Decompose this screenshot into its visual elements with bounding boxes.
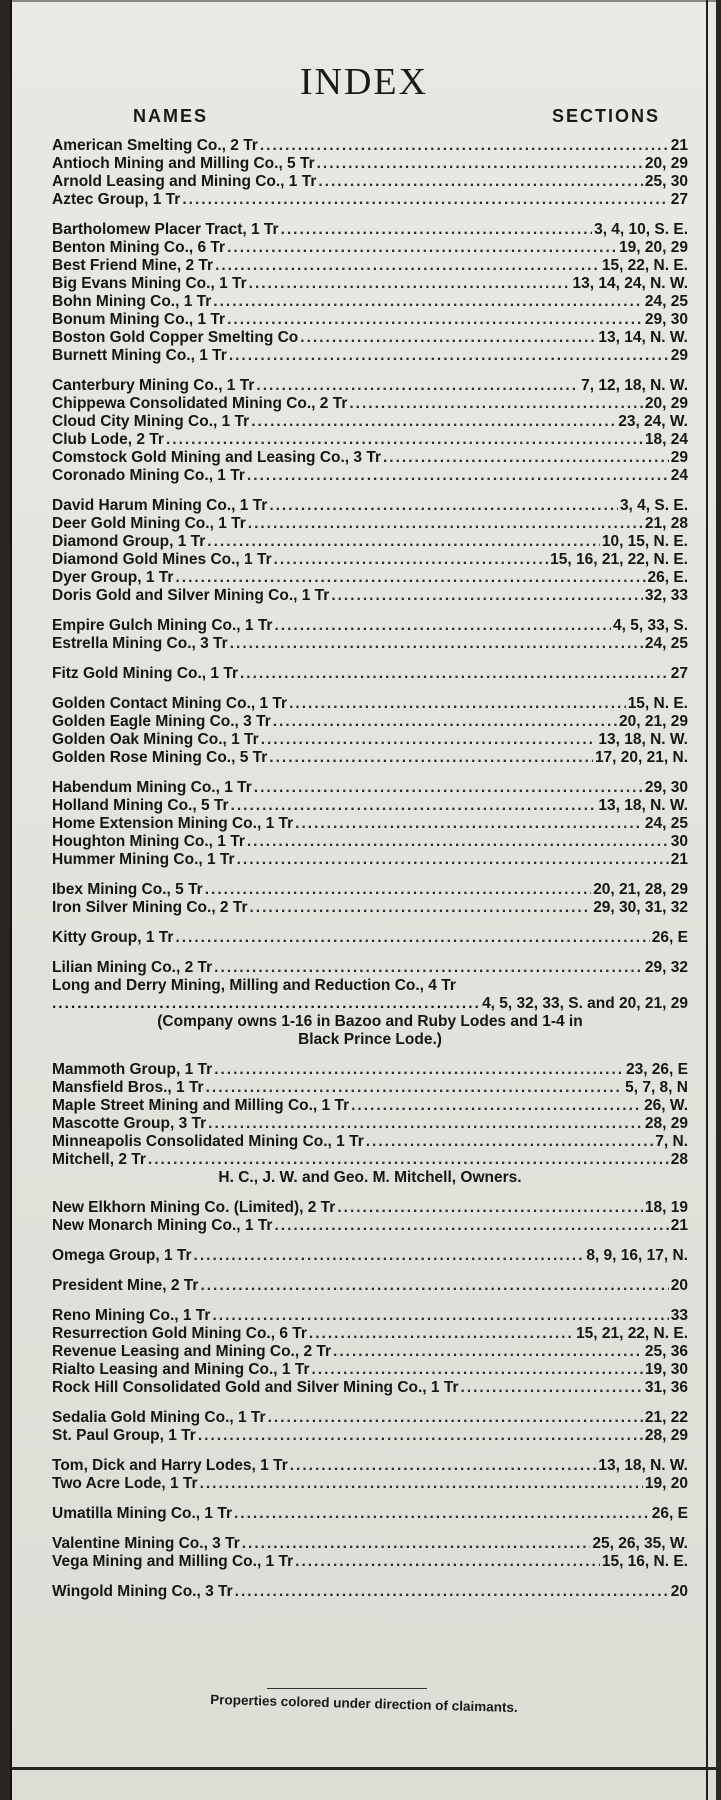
index-entry xyxy=(52,533,688,551)
index-entry xyxy=(52,1199,688,1217)
entry-name: Lilian Mining Co., 2 Tr xyxy=(52,959,213,976)
leader-dots xyxy=(290,1457,597,1475)
leader-dots xyxy=(461,1379,643,1397)
leader-dots xyxy=(207,533,600,551)
index-entry xyxy=(52,569,688,587)
index-entry xyxy=(52,347,688,365)
entry-name: Bonum Mining Co., 1 Tr xyxy=(52,311,226,328)
entry-name: Cloud City Mining Co., 1 Tr xyxy=(52,413,250,430)
entry-sections: 24, 25 xyxy=(644,815,688,832)
leader-dots xyxy=(351,1097,642,1115)
entry-name: Best Friend Mine, 2 Tr xyxy=(52,257,214,274)
index-entry xyxy=(52,155,688,173)
leader-dots xyxy=(333,1343,643,1361)
index-entry xyxy=(52,257,688,275)
leader-dots xyxy=(235,1583,669,1601)
leader-dots xyxy=(269,749,593,767)
index-entry xyxy=(52,713,688,731)
index-entry xyxy=(52,467,688,485)
leader-dots xyxy=(269,497,618,515)
entry-name: Aztec Group, 1 Tr xyxy=(52,191,181,208)
entry-sections: 7, N. xyxy=(655,1133,688,1150)
index-entry xyxy=(52,881,688,899)
entry-sections: 32, 33 xyxy=(644,587,688,604)
entry-sections: 20 xyxy=(670,1277,688,1294)
entry-name: Dyer Group, 1 Tr xyxy=(52,569,174,586)
leader-dots xyxy=(295,815,643,833)
entry-name: Houghton Mining Co., 1 Tr xyxy=(52,833,245,850)
leader-dots xyxy=(247,467,669,485)
index-entry xyxy=(52,1061,688,1079)
leader-dots xyxy=(366,1133,654,1151)
entry-name: Rialto Leasing and Mining Co., 1 Tr xyxy=(52,1361,310,1378)
index-entry xyxy=(52,1325,688,1343)
entry-name: Chippewa Consolidated Mining Co., 2 Tr xyxy=(52,395,348,412)
entry-name: Omega Group, 1 Tr xyxy=(52,1247,192,1264)
index-entry xyxy=(52,239,688,257)
leader-dots xyxy=(317,155,643,173)
entry-sections: 19, 20 xyxy=(644,1475,688,1492)
entry-sections: 20 xyxy=(670,1583,688,1600)
entry-name: Empire Gulch Mining Co., 1 Tr xyxy=(52,617,273,634)
entry-name: Burnett Mining Co., 1 Tr xyxy=(52,347,227,364)
leader-dots xyxy=(273,713,617,731)
index-entry xyxy=(52,551,688,569)
leader-dots xyxy=(295,1553,600,1571)
leader-dots xyxy=(200,1475,643,1493)
leader-dots xyxy=(274,1217,668,1235)
entry-name: New Elkhorn Mining Co. (Limited), 2 Tr xyxy=(52,1199,336,1216)
entry-sections: 20, 21, 28, 29 xyxy=(593,881,688,898)
leader-dots xyxy=(274,551,549,569)
entry-sections: 21, 28 xyxy=(644,515,688,532)
entry-name: Golden Rose Mining Co., 5 Tr xyxy=(52,749,268,766)
leader-dots xyxy=(213,293,643,311)
index-entry xyxy=(52,833,688,851)
entry-sections: 31, 36 xyxy=(644,1379,688,1396)
index-entry xyxy=(52,587,688,605)
leader-dots xyxy=(212,1307,668,1325)
leader-dots xyxy=(337,1199,643,1217)
entry-name: Estrella Mining Co., 3 Tr xyxy=(52,635,228,652)
entry-sections: 13, 18, N. W. xyxy=(598,797,688,814)
owners-note: H. C., J. W. and Geo. M. Mitchell, Owners. xyxy=(218,1169,522,1186)
entry-name: Mitchell, 2 Tr xyxy=(52,1151,146,1168)
letter-group xyxy=(52,221,688,365)
leader-dots xyxy=(309,1325,574,1343)
entry-sections: 29, 32 xyxy=(644,959,688,976)
entry-name: Valentine Mining Co., 3 Tr xyxy=(52,1535,240,1552)
entry-name: Sedalia Gold Mining Co., 1 Tr xyxy=(52,1409,266,1426)
entry-name: Tom, Dick and Harry Lodes, 1 Tr xyxy=(52,1457,288,1474)
leader-dots xyxy=(256,377,579,395)
leader-dots xyxy=(318,173,643,191)
leader-dots xyxy=(227,239,617,257)
leader-dots xyxy=(194,1247,585,1265)
entry-sections: 21, 22 xyxy=(644,1409,688,1426)
entry-sections: 29 xyxy=(670,449,688,466)
entry-sections: 15, N. E. xyxy=(627,695,688,712)
leader-dots xyxy=(248,515,643,533)
footer-rule xyxy=(267,1688,427,1689)
index-entry xyxy=(52,797,688,815)
entry-name: Deer Gold Mining Co., 1 Tr xyxy=(52,515,246,532)
leader-dots xyxy=(268,1409,643,1427)
entry-name: Fitz Gold Mining Co., 1 Tr xyxy=(52,665,238,682)
index-entry xyxy=(52,1217,688,1235)
leader-dots xyxy=(200,1277,668,1295)
entry-name: Arnold Leasing and Mining Co., 1 Tr xyxy=(52,173,317,190)
entry-name: Revenue Leasing and Mining Co., 2 Tr xyxy=(52,1343,332,1360)
letter-group xyxy=(52,779,688,869)
leader-dots xyxy=(312,1361,643,1379)
entry-sections: 15, 16, N. E. xyxy=(601,1553,688,1570)
leader-dots xyxy=(148,1151,669,1169)
letter-group xyxy=(52,695,688,767)
leader-dots xyxy=(242,1535,591,1553)
letter-group xyxy=(52,1583,688,1601)
entry-sections: 29, 30 xyxy=(644,311,688,328)
entry-name: Ibex Mining Co., 5 Tr xyxy=(52,881,203,898)
letter-group xyxy=(52,137,688,209)
leader-dots xyxy=(261,731,597,749)
entry-sections: 29 xyxy=(670,347,688,364)
index-entry xyxy=(52,395,688,413)
entry-sections: 25, 26, 35, W. xyxy=(592,1535,688,1552)
entry-sections: 19, 30 xyxy=(644,1361,688,1378)
index-entry xyxy=(52,173,688,191)
entry-sections: 20, 21, 29 xyxy=(619,713,688,730)
index-entry xyxy=(52,1457,688,1475)
index-entry xyxy=(52,497,688,515)
entry-name: Kitty Group, 1 Tr xyxy=(52,929,174,946)
entry-sections: 3, 4, 10, S. E. xyxy=(594,221,688,238)
index-entry xyxy=(52,377,688,395)
leader-dots xyxy=(289,695,626,713)
entry-sections: 24, 25 xyxy=(644,635,688,652)
entry-sections: 13, 18, N. W. xyxy=(598,731,688,748)
entry-sections: 23, 24, W. xyxy=(618,413,688,430)
index-entry xyxy=(52,929,688,947)
letter-group xyxy=(52,497,688,605)
leader-dots xyxy=(251,413,616,431)
index-entry xyxy=(52,635,688,653)
entry-name: Habendum Mining Co., 1 Tr xyxy=(52,779,252,796)
index-entry xyxy=(52,1115,688,1133)
entry-sections: 24 xyxy=(670,467,688,484)
entry-sections: 8, 9, 16, 17, N. xyxy=(586,1247,688,1264)
leader-dots xyxy=(229,347,669,365)
letter-group xyxy=(52,881,688,917)
entry-sections: 27 xyxy=(670,665,688,682)
entry-name: Diamond Group, 1 Tr xyxy=(52,533,206,550)
entry-sections: 25, 36 xyxy=(644,1343,688,1360)
letter-group xyxy=(52,1061,688,1187)
leader-dots xyxy=(274,617,611,635)
entry-name: Bohn Mining Co., 1 Tr xyxy=(52,293,212,310)
entry-sections: 26, E xyxy=(651,929,688,946)
entry-sections: 4, 5, 33, S. xyxy=(613,617,688,634)
index-entry xyxy=(52,515,688,533)
index-entry xyxy=(52,749,688,767)
index-entry xyxy=(52,1151,688,1169)
leader-dots xyxy=(383,449,669,467)
entry-sections: 5, 7, 8, N xyxy=(625,1079,688,1096)
entry-sections: 13, 14, 24, N. W. xyxy=(572,275,688,292)
bottom-rule xyxy=(12,1767,716,1770)
leader-dots xyxy=(182,191,668,209)
entry-name: Iron Silver Mining Co., 2 Tr xyxy=(52,899,248,916)
leader-dots xyxy=(206,1079,623,1097)
entry-name: David Harum Mining Co., 1 Tr xyxy=(52,497,268,514)
entry-sections: 15, 16, 21, 22, N. E. xyxy=(550,551,688,568)
leader-dots xyxy=(227,311,643,329)
leader-dots xyxy=(205,881,591,899)
entry-name: Golden Contact Mining Co., 1 Tr xyxy=(52,695,288,712)
index-entry xyxy=(52,1343,688,1361)
entry-name: Maple Street Mining and Milling Co., 1 Tr xyxy=(52,1097,350,1114)
entry-name: St. Paul Group, 1 Tr xyxy=(52,1427,196,1444)
index-entry xyxy=(52,617,688,635)
entry-sections: 29, 30 xyxy=(644,779,688,796)
entry-sections: 3, 4, S. E. xyxy=(619,497,688,514)
leader-dots xyxy=(331,587,643,605)
index-entry xyxy=(52,1505,688,1523)
entry-name: Long and Derry Mining, Milling and Reduction Co., 4 Tr xyxy=(52,977,456,994)
entry-continuation xyxy=(52,995,688,1013)
index-entry xyxy=(52,1097,688,1115)
index-entry xyxy=(52,1583,688,1601)
index-sheet xyxy=(10,0,716,1800)
entry-sections: 23, 26, E xyxy=(625,1061,688,1078)
entry-sections: 10, 15, N. E. xyxy=(601,533,688,550)
entry-sections: 4, 5, 32, 33, S. and 20, 21, 29 xyxy=(482,995,688,1012)
leader-dots xyxy=(215,257,600,275)
leader-dots xyxy=(247,833,669,851)
entry-name: Hummer Mining Co., 1 Tr xyxy=(52,851,235,868)
index-entry xyxy=(52,311,688,329)
entry-sections: 28, 29 xyxy=(644,1115,688,1132)
letter-group xyxy=(52,1535,688,1571)
letter-group xyxy=(52,1199,688,1235)
entry-name: Doris Gold and Silver Mining Co., 1 Tr xyxy=(52,587,330,604)
footer-note: Properties colored under direction of claimants. xyxy=(210,1691,518,1716)
index-entry xyxy=(52,1475,688,1493)
entry-sections: 30 xyxy=(670,833,688,850)
entry-name: Comstock Gold Mining and Leasing Co., 3 Tr xyxy=(52,449,381,466)
entry-sections: 15, 21, 22, N. E. xyxy=(575,1325,688,1342)
entry-sections: 26, E xyxy=(651,1505,688,1522)
entry-name: Two Acre Lode, 1 Tr xyxy=(52,1475,198,1492)
index-entry xyxy=(52,1427,688,1445)
entry-sections: 21 xyxy=(670,851,688,868)
index-entry xyxy=(52,221,688,239)
entry-sections: 33 xyxy=(670,1307,688,1324)
leader-dots xyxy=(175,569,645,587)
page-title: INDEX xyxy=(299,61,429,103)
index-entry xyxy=(52,1247,688,1265)
entry-sections: 18, 19 xyxy=(644,1199,688,1216)
leader-dots xyxy=(234,1505,650,1523)
letter-group xyxy=(52,959,688,1049)
entry-sections: 7, 12, 18, N. W. xyxy=(581,377,688,394)
index-entry xyxy=(52,1133,688,1151)
entry-sections: 28, 29 xyxy=(644,1427,688,1444)
letter-group xyxy=(52,665,688,683)
ownership-note: Black Prince Lode.) xyxy=(298,1031,442,1048)
entry-name: American Smelting Co., 2 Tr xyxy=(52,137,258,154)
entry-name: Golden Eagle Mining Co., 3 Tr xyxy=(52,713,271,730)
entry-sections: 15, 22, N. E. xyxy=(601,257,688,274)
entry-name: Big Evans Mining Co., 1 Tr xyxy=(52,275,247,292)
entry-sections: 25, 30 xyxy=(644,173,688,190)
ownership-note: (Company owns 1-16 in Bazoo and Ruby Lodes and 1-4 in xyxy=(157,1013,583,1030)
index-entries xyxy=(52,137,688,1613)
index-entry xyxy=(52,899,688,917)
leader-dots xyxy=(281,221,593,239)
letter-group xyxy=(52,929,688,947)
entry-sections: 27 xyxy=(670,191,688,208)
index-entry xyxy=(52,1535,688,1553)
index-entry xyxy=(52,1361,688,1379)
entry-sections: 29, 30, 31, 32 xyxy=(593,899,688,916)
entry-name: Rock Hill Consolidated Gold and Silver Mining Co., 1 Tr xyxy=(52,1379,459,1396)
leader-dots xyxy=(254,779,643,797)
column-header-names: NAMES xyxy=(133,106,209,126)
index-entry xyxy=(52,137,688,155)
index-entry xyxy=(52,1379,688,1397)
entry-name: New Monarch Mining Co., 1 Tr xyxy=(52,1217,273,1234)
index-entry xyxy=(52,275,688,293)
entry-name: Antioch Mining and Milling Co., 5 Tr xyxy=(52,155,315,172)
index-entry xyxy=(52,1079,688,1097)
leader-dots xyxy=(230,635,643,653)
letter-group xyxy=(52,1457,688,1493)
entry-name: Wingold Mining Co., 3 Tr xyxy=(52,1583,233,1600)
index-entry xyxy=(52,779,688,797)
column-header-sections: SECTIONS xyxy=(552,106,661,126)
letter-group xyxy=(52,1409,688,1445)
margin-rule xyxy=(706,0,708,1800)
entry-name: Minneapolis Consolidated Mining Co., 1 Tr xyxy=(52,1133,364,1150)
index-entry xyxy=(52,293,688,311)
index-entry xyxy=(52,1409,688,1427)
letter-group xyxy=(52,1505,688,1523)
leader-dots xyxy=(214,1061,624,1079)
entry-name: Diamond Gold Mines Co., 1 Tr xyxy=(52,551,272,568)
entry-sections: 20, 29 xyxy=(644,395,688,412)
top-rule xyxy=(12,0,716,2)
entry-name: Benton Mining Co., 6 Tr xyxy=(52,239,226,256)
entry-sections: 13, 14, N. W. xyxy=(598,329,688,346)
index-entry xyxy=(52,959,688,977)
entry-name: Home Extension Mining Co., 1 Tr xyxy=(52,815,294,832)
entry-sections: 20, 29 xyxy=(644,155,688,172)
leader-dots xyxy=(208,1115,643,1133)
leader-dots xyxy=(231,797,597,815)
leader-dots xyxy=(214,959,643,977)
index-entry xyxy=(52,1553,688,1571)
index-entry xyxy=(52,1277,688,1295)
entry-sections: 21 xyxy=(670,137,688,154)
index-entry xyxy=(52,413,688,431)
entry-sections: 26, W. xyxy=(644,1097,688,1114)
leader-dots xyxy=(240,665,669,683)
index-entry xyxy=(52,851,688,869)
entry-name: Coronado Mining Co., 1 Tr xyxy=(52,467,245,484)
index-entry xyxy=(52,329,688,347)
leader-dots xyxy=(260,137,669,155)
entry-sections: 26, E. xyxy=(647,569,688,586)
entry-name: Club Lode, 2 Tr xyxy=(52,431,164,448)
index-entry xyxy=(52,977,688,995)
leader-dots xyxy=(349,395,643,413)
entry-name: Reno Mining Co., 1 Tr xyxy=(52,1307,211,1324)
entry-sections: 21 xyxy=(670,1217,688,1234)
index-entry xyxy=(52,815,688,833)
entry-sections: 19, 20, 29 xyxy=(619,239,688,256)
letter-group xyxy=(52,617,688,653)
letter-group xyxy=(52,1277,688,1295)
entry-name: Mammoth Group, 1 Tr xyxy=(52,1061,213,1078)
letter-group xyxy=(52,1247,688,1265)
index-entry xyxy=(52,665,688,683)
index-entry xyxy=(52,695,688,713)
leader-dots xyxy=(175,929,649,947)
entry-name: Vega Mining and Milling Co., 1 Tr xyxy=(52,1553,294,1570)
entry-sections: 17, 20, 21, N. xyxy=(594,749,688,766)
entry-sections: 18, 24 xyxy=(644,431,688,448)
index-entry xyxy=(52,1307,688,1325)
leader-dots xyxy=(237,851,669,869)
entry-name: Boston Gold Copper Smelting Co xyxy=(52,329,299,346)
entry-name: President Mine, 2 Tr xyxy=(52,1277,199,1294)
entry-name: Holland Mining Co., 5 Tr xyxy=(52,797,229,814)
entry-name: Umatilla Mining Co., 1 Tr xyxy=(52,1505,232,1522)
letter-group xyxy=(52,377,688,485)
entry-sections: 13, 18, N. W. xyxy=(598,1457,688,1474)
letter-group xyxy=(52,1307,688,1397)
entry-sections: 24, 25 xyxy=(644,293,688,310)
entry-name: Bartholomew Placer Tract, 1 Tr xyxy=(52,221,279,238)
index-entry xyxy=(52,191,688,209)
entry-name: Mascotte Group, 3 Tr xyxy=(52,1115,207,1132)
index-entry xyxy=(52,449,688,467)
index-entry xyxy=(52,431,688,449)
leader-dots xyxy=(52,995,482,1013)
entry-name: Golden Oak Mining Co., 1 Tr xyxy=(52,731,259,748)
entry-sections: 28 xyxy=(670,1151,688,1168)
index-entry xyxy=(52,731,688,749)
leader-dots xyxy=(249,275,571,293)
leader-dots xyxy=(250,899,592,917)
entry-name: Canterbury Mining Co., 1 Tr xyxy=(52,377,255,394)
entry-name: Resurrection Gold Mining Co., 6 Tr xyxy=(52,1325,307,1342)
entry-name: Mansfield Bros., 1 Tr xyxy=(52,1079,204,1096)
leader-dots xyxy=(166,431,643,449)
leader-dots xyxy=(198,1427,643,1445)
leader-dots xyxy=(300,329,596,347)
